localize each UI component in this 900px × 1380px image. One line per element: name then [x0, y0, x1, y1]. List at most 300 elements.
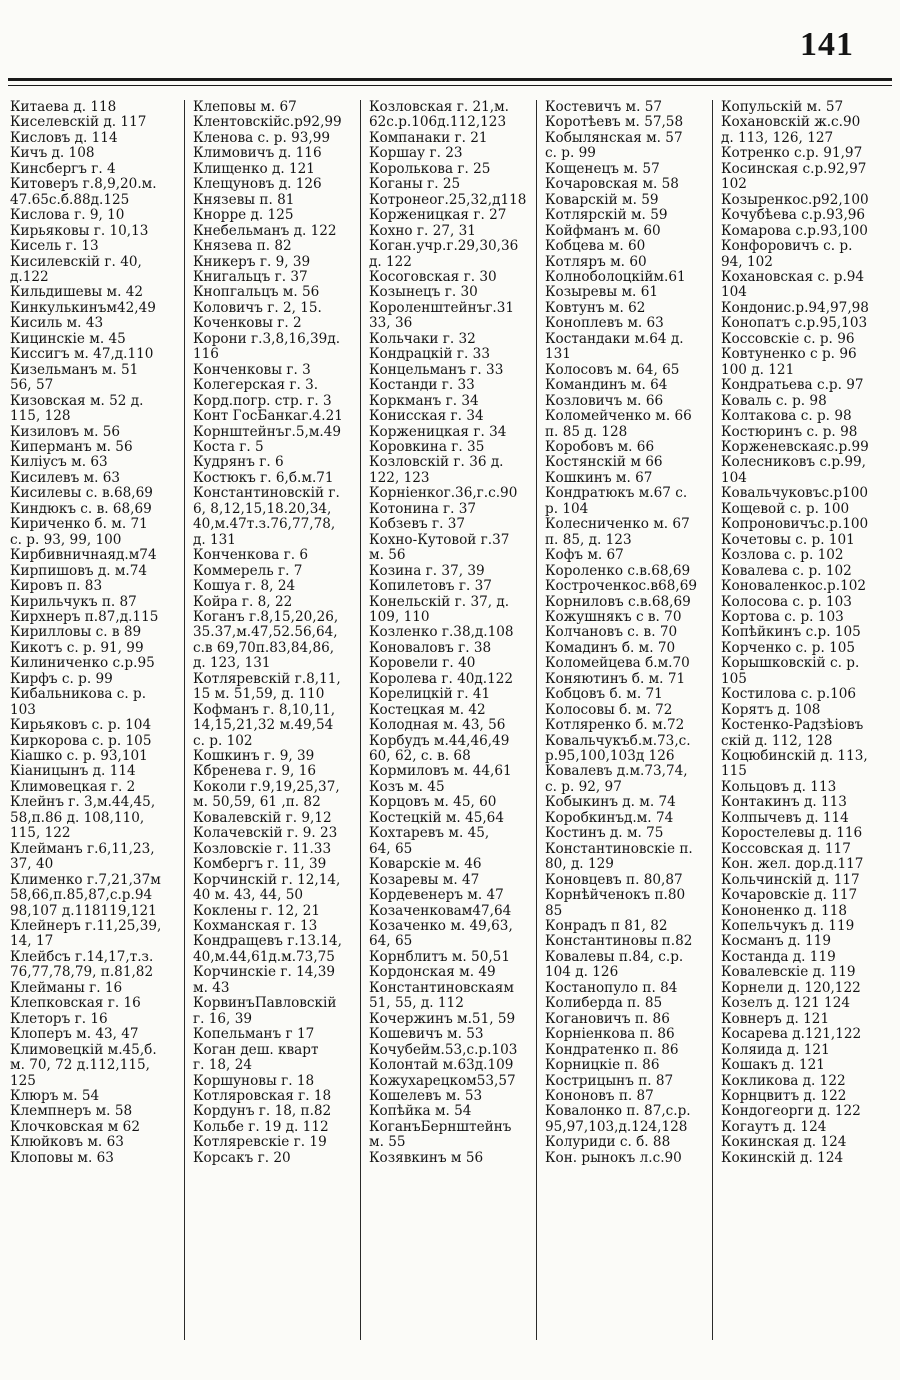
directory-entry: 35.37,м.47,52.56,64, — [193, 625, 338, 641]
directory-entry: Кофманъ г. 8,10,11, — [193, 702, 336, 718]
directory-entry: Кон. жел. дор.д.117 — [721, 857, 864, 873]
directory-entry: Коротѣевъ м. 57,58 — [545, 115, 684, 131]
directory-entry: Клеторъ г. 16 — [10, 1011, 108, 1027]
directory-entry: Кудрянъ г. 6 — [193, 455, 284, 471]
directory-entry: КорвинъПавловскій — [193, 996, 337, 1012]
directory-entry: Колиберда п. 85 — [545, 996, 663, 1012]
directory-entry: 58,п.86 д. 108,110, — [10, 810, 145, 826]
directory-entry: Кольчинскій д. 117 — [721, 872, 860, 888]
directory-entry: Косарева д.121,122 — [721, 1027, 862, 1043]
directory-entry: Киссигъ м. 47,д.110 — [10, 347, 154, 363]
directory-entry: Кленова с. р. 93,99 — [193, 130, 331, 146]
column-2 — [184, 100, 360, 1340]
directory-entry: Корнѣйченокъ п.80 — [545, 888, 686, 904]
directory-entry: Коняютинъ б. м. 71 — [545, 671, 686, 687]
directory-entry: Костинъ д. м. 75 — [545, 826, 664, 842]
directory-entry: Козелъ д. 121 124 — [721, 996, 850, 1012]
directory-entry: Кисель г. 13 — [10, 239, 99, 255]
directory-entry: Константиновскаям — [369, 980, 514, 996]
directory-entry: Кормиловъ м. 44,61 — [369, 764, 512, 780]
directory-entry: Королева г. 40д.122 — [369, 671, 514, 687]
directory-entry: Кикотъ с. р. 91, 99 — [10, 640, 144, 656]
directory-entry: Коробовъ м. 66 — [545, 439, 655, 455]
directory-entry: Котренко с.р. 91,97 — [721, 146, 863, 162]
directory-entry: 115 — [721, 764, 747, 780]
directory-entry: Кон. рынокъ л.с.90 — [545, 1150, 682, 1166]
directory-entry: Колчановъ с. в. 70 — [545, 625, 678, 641]
directory-entry: Корниловъ с.в.68,69 — [545, 594, 691, 610]
directory-entry: Клоперъ м. 43, 47 — [10, 1027, 139, 1043]
directory-entry: Ковалевскіе д. 119 — [721, 965, 856, 981]
directory-entry: Корелицкій г. 41 — [369, 687, 491, 703]
directory-entry: Командинъ м. 64 — [545, 378, 668, 394]
directory-entry: Князева п. 82 — [193, 239, 292, 255]
directory-entry: Ковалевъ д.м.73,74, — [545, 764, 688, 780]
directory-entry: Кольчаки г. 32 — [369, 331, 476, 347]
directory-entry: Коркманъ г. 34 — [369, 393, 479, 409]
directory-entry: 14, 17 — [10, 934, 54, 950]
directory-entry: Козловскiе г. 11.33 — [193, 841, 332, 857]
directory-entry: г. 16, 39 — [193, 1011, 253, 1027]
directory-entry: Коваль с. р. 98 — [721, 393, 827, 409]
directory-entry: Конопатъ с.р.95,103 — [721, 316, 868, 332]
directory-entry: Кочубѣева с.р.93,96 — [721, 208, 866, 224]
directory-entry: Китоверъ г.8,9,20.м. — [10, 177, 157, 193]
directory-entry: 104 — [721, 470, 747, 486]
directory-entry: Кокликова д. 122 — [721, 1073, 846, 1089]
directory-entry: Клименко г.7,21,37м — [10, 872, 161, 888]
directory-entry: Козъ м. 45 — [369, 779, 445, 795]
directory-entry: 104 — [721, 285, 747, 301]
directory-entry: с. р. 102 — [193, 733, 253, 749]
directory-entry: Кислова г. 9, 10 — [10, 208, 125, 224]
directory-entry: Кортова с. р. 103 — [721, 609, 844, 625]
directory-entry: Костанда д. 119 — [721, 949, 836, 965]
directory-entry: Корнцвитъ д. 122 — [721, 1089, 847, 1104]
directory-entry: Клейнъ г. 3,м.44,45, — [10, 795, 156, 811]
directory-entry: Корницкіе п. 86 — [545, 1058, 660, 1074]
directory-entry: Корчинскiе г. 14,39 — [193, 965, 336, 981]
directory-entry: Кобцовъ б. м. 71 — [545, 687, 663, 703]
directory-entry: д. 113, 126, 127 — [721, 130, 834, 146]
directory-entry: Коган.учр.г.29,30,36 — [369, 239, 519, 255]
directory-entry: Клюръ м. 54 — [10, 1089, 100, 1104]
directory-entry: Клеповы м. 67 — [193, 100, 297, 115]
directory-entry: Коршау г. 23 — [369, 146, 463, 162]
directory-entry: Кiаницынъ д. 114 — [10, 764, 136, 780]
directory-entry: п. 85 д. 128 — [545, 424, 628, 440]
directory-entry: Кобыкинъ д. м. 74 — [545, 795, 676, 811]
directory-entry: Конфоровичъ с. р. — [721, 239, 853, 255]
directory-entry: Кохно-Кутовой г.37 — [369, 532, 510, 548]
directory-entry: Климовецкій м.45,б. — [10, 1042, 157, 1058]
directory-entry: 122, 123 — [369, 470, 430, 486]
directory-entry: Козынецъ г. 30 — [369, 285, 478, 301]
directory-entry: Колегерская г. 3. — [193, 378, 319, 394]
directory-entry: Корженицкая г. 34 — [369, 424, 507, 440]
directory-entry: Кольцовъ д. 113 — [721, 779, 837, 795]
directory-entry: Коганы г. 25 — [369, 177, 461, 193]
directory-entry: Кобзевъ г. 37 — [369, 517, 466, 533]
directory-entry: Килиниченко с.р.95 — [10, 656, 155, 672]
directory-entry: Кошкинъ г. 9, 39 — [193, 749, 315, 765]
directory-entry: 102 — [721, 177, 747, 193]
directory-entry: 98,107 д.118119,121 — [10, 903, 157, 919]
directory-entry: Коновцевъ п. 80,87 — [545, 872, 683, 888]
directory-entry: Клейбсъ г.14,17,т.з. — [10, 949, 154, 965]
directory-entry: Кичъ д. 108 — [10, 146, 95, 162]
directory-entry: р.95,100,103д 126 — [545, 749, 675, 765]
directory-entry: Клоповы м. 63 — [10, 1150, 114, 1166]
directory-entry: Кизиловъ м. 56 — [10, 424, 121, 440]
directory-entry: Кондращевъ г.13.14, — [193, 934, 342, 950]
directory-entry: Киркорова с. р. 105 — [10, 733, 152, 749]
directory-entry: Ковалевы п.84, с.р. — [545, 949, 684, 965]
directory-entry: Копѣйкинъ с.р. 105 — [721, 625, 861, 641]
directory-entry: 6, 8,12,15,18.20,34, — [193, 501, 332, 517]
directory-entry: Копельманъ г 17 — [193, 1027, 315, 1043]
directory-entry: Котляренко б. м.72 — [545, 718, 685, 734]
directory-entry: Колосовы б. м. 72 — [545, 702, 673, 718]
directory-entry: Комбергъ г. 11, 39 — [193, 857, 327, 873]
directory-entry: скій д. 112, 128 — [721, 733, 833, 749]
directory-entry: Козина г. 37, 39 — [369, 563, 485, 579]
directory-entry: Козлова с. р. 102 — [721, 548, 844, 564]
directory-entry: Ковтунъ м. 62 — [545, 300, 646, 316]
directory-entry: 109, 110 — [369, 609, 430, 625]
directory-entry: Костанопуло п. 84 — [545, 980, 678, 996]
directory-entry: Кондогеорги д. 122 — [721, 1104, 861, 1120]
directory-entry: Кошевичъ м. 53 — [369, 1027, 484, 1043]
directory-entry: Компанаки г. 21 — [369, 130, 488, 146]
directory-entry: Концельманъ г. 33 — [369, 362, 504, 378]
directory-entry: 64, 65 — [369, 841, 413, 857]
column-4 — [536, 100, 712, 1340]
directory-entry: Коноваленкос.р.102 — [721, 579, 867, 595]
directory-entry: Кочаровская м. 58 — [545, 177, 679, 193]
directory-entry: с. р. 92, 97 — [545, 779, 622, 795]
directory-entry: Клейманы г. 16 — [10, 980, 123, 996]
directory-entry: Кнорре д. 125 — [193, 208, 294, 224]
directory-entry: 100 д. 121 — [721, 362, 795, 378]
directory-entry: Колодная м. 43, 56 — [369, 718, 506, 734]
directory-entry: Косоговская г. 30 — [369, 269, 497, 285]
directory-entry: Кондрацкій г. 33 — [369, 347, 490, 363]
directory-entry: Кордунъ г. 18, п.82 — [193, 1104, 332, 1120]
directory-entry: Коста г. 5 — [193, 439, 264, 455]
directory-entry: Корженевскаяс.р.99 — [721, 439, 869, 455]
directory-entry: Кильдишевы м. 42 — [10, 285, 144, 301]
directory-entry: Кирьяковъ с. р. 104 — [10, 718, 152, 734]
directory-entry: Кохманская г. 13 — [193, 919, 318, 935]
directory-entry: 64, 65 — [369, 934, 413, 950]
directory-entry: Коган деш. кварт — [193, 1042, 319, 1058]
directory-entry: Кохно г. 27, 31 — [369, 223, 476, 239]
directory-entry: Ковнеръ д. 121 — [721, 1011, 830, 1027]
directory-entry: Ковалева с. р. 102 — [721, 563, 852, 579]
directory-entry: 115, 122 — [10, 826, 71, 842]
directory-entry: Козыренкос.р92,100 — [721, 192, 869, 208]
column-1 — [8, 100, 184, 1340]
directory-entry: Кисиль м. 43 — [10, 316, 104, 332]
directory-entry: Киндюкъ с. в. 68,69 — [10, 501, 152, 517]
directory-entry: м. 70, 72 д.112,115, — [10, 1058, 150, 1074]
directory-entry: Коляида д. 121 — [721, 1042, 830, 1058]
directory-entry: Климовецкая г. 2 — [10, 779, 136, 795]
directory-entry: Кибальникова с. р. — [10, 687, 147, 703]
directory-entry: Корженицкая г. 27 — [369, 208, 507, 224]
directory-entry: Кицинскіе м. 45 — [10, 331, 126, 347]
directory-entry: Кирбивничнаяд.м74 — [10, 548, 157, 564]
directory-entry: Коловичъ г. 2, 15. — [193, 300, 322, 316]
directory-entry: м. 56 — [369, 548, 406, 564]
directory-entry: Колноболоцкійм.61 — [545, 269, 686, 285]
directory-entry: Когановичъ п. 86 — [545, 1011, 670, 1027]
directory-entry: Коровкина г. 35 — [369, 439, 485, 455]
directory-entry: Колтакова с. р. 98 — [721, 409, 852, 425]
directory-entry: Кошуа г. 8, 24 — [193, 579, 296, 595]
directory-entry: Кисловъ д. 114 — [10, 130, 118, 146]
directory-entry: Костандаки м.64 д. — [545, 331, 684, 347]
directory-entry: Кольбе г. 19 д. 112 — [193, 1119, 329, 1135]
directory-entry: Корятъ д. 108 — [721, 702, 821, 718]
directory-entry: Ковальчукъб.м.73,с. — [545, 733, 691, 749]
directory-entry: 33, 36 — [369, 316, 413, 332]
directory-entry: д. 122 — [369, 254, 412, 270]
directory-entry: Коцюбинскій д. 113, — [721, 749, 868, 765]
directory-entry: Коганъ г.8,15,20,26, — [193, 609, 339, 625]
directory-entry: 47.65с.б.88д.125 — [10, 192, 130, 208]
directory-entry: Котронеог.25,32,д118 — [369, 192, 527, 208]
directory-entry: Короленштейнъг.31 — [369, 300, 515, 316]
directory-entry: Кнопгальцъ м. 56 — [193, 285, 320, 301]
directory-entry: Кохановская с. р.94 — [721, 269, 865, 285]
directory-entry: Костецкій м. 45,64 — [369, 810, 504, 826]
directory-entry: Кожухарецком53,57 — [369, 1073, 516, 1089]
directory-entry: с.в 69,70п.83,84,86, — [193, 640, 335, 656]
directory-entry: Козловская г. 21,м. — [369, 100, 509, 115]
directory-entry: Котонина г. 37 — [369, 501, 477, 517]
directory-entry: Костенко-Радзѣіовъ — [721, 718, 864, 734]
directory-entry: Конрадъ п 81, 82 — [545, 919, 668, 935]
directory-entry: Кострицынъ п. 87 — [545, 1073, 674, 1089]
directory-entry: Китаева д. 118 — [10, 100, 117, 115]
directory-entry: м. 50,59, 61 ,п. 82 — [193, 795, 321, 811]
directory-entry: 116 — [193, 347, 219, 363]
directory-entry: д.122 — [10, 269, 49, 285]
directory-entry: Коноплевъ м. 63 — [545, 316, 664, 332]
directory-entry: 40,м.47т.з.76,77,78, — [193, 517, 336, 533]
directory-entry: Константиновскій г. — [193, 486, 340, 502]
directory-entry: Котлярскій м. 59 — [545, 208, 668, 224]
directory-entry: Козявкинъ м 56 — [369, 1150, 484, 1166]
directory-entry: Книгальцъ г. 37 — [193, 269, 308, 285]
directory-entry: Князевы п. 81 — [193, 192, 295, 208]
directory-entry: Коклены г. 12, 21 — [193, 903, 321, 919]
directory-entry: Кожушнякъ с в. 70 — [545, 609, 682, 625]
directory-entry: Конт ГосБанкаг.4.21 — [193, 409, 343, 425]
directory-entry: Клепковская г. 16 — [10, 996, 141, 1012]
directory-entry: Козловичъ м. 66 — [545, 393, 664, 409]
directory-entry: Кошелевъ м. 53 — [369, 1089, 483, 1104]
directory-entry: Костянскій м 66 — [545, 455, 663, 471]
directory-entry: Клейнеръ г.11,25,39, — [10, 919, 162, 935]
directory-entry: м. 43 — [193, 980, 230, 996]
directory-entry: 125 — [10, 1073, 36, 1089]
directory-entry: 15 м. 51,59, д. 110 — [193, 687, 325, 703]
directory-entry: Коколи г.9,19,25,37, — [193, 779, 340, 795]
directory-entry: Коварскій м. 59 — [545, 192, 659, 208]
directory-entry: Кондонис.р.94,97,98 — [721, 300, 869, 316]
directory-entry: Кбренева г. 9, 16 — [193, 764, 316, 780]
directory-entry: Кинсбергъ г. 4 — [10, 161, 116, 177]
directory-entry: Кисилевскій г. 40, — [10, 254, 142, 270]
directory-entry: Комадинъ б. м. 70 — [545, 640, 676, 656]
directory-entry: Котляровская г. 18 — [193, 1089, 332, 1104]
directory-entry: Ковалевскій г. 9,12 — [193, 810, 332, 826]
column-5 — [712, 100, 888, 1340]
directory-entry: 95,97,103,д.124,128 — [545, 1119, 688, 1135]
directory-entry: Коровели г. 40 — [369, 656, 476, 672]
directory-entry: Киселевскій д. 117 — [10, 115, 147, 131]
directory-entry: Конченковы г. 3 — [193, 362, 311, 378]
directory-entry: Кочержинъ м.51, 59 — [369, 1011, 516, 1027]
directory-entry: п. 85, д. 123 — [545, 532, 632, 548]
directory-entry: Контакинъ д. 113 — [721, 795, 847, 811]
directory-entry: Колпычевъ д. 114 — [721, 810, 849, 826]
directory-entry: Корнели д. 120,122 — [721, 980, 861, 996]
directory-entry: Клейманъ г.6,11,23, — [10, 841, 155, 857]
directory-entry: Кiашко с. р. 93,101 — [10, 749, 148, 765]
directory-entry: Кирпишовъ д. м.74 — [10, 563, 148, 579]
directory-entry: Колосова с. р. 103 — [721, 594, 852, 610]
directory-entry: Кирхнеръ п.87,д.115 — [10, 609, 159, 625]
directory-entry: Козловскій г. 36 д. — [369, 455, 504, 471]
directory-entry: Козленко г.38,д.108 — [369, 625, 514, 641]
directory-entry: Киперманъ м. 56 — [10, 439, 133, 455]
directory-entry: Костроченкос.в68,69 — [545, 579, 698, 595]
directory-entry: Корнблитъ м. 50,51 — [369, 949, 510, 965]
directory-entry: 80, д. 129 — [545, 857, 614, 873]
directory-entry: с. р. 93, 99, 100 — [10, 532, 122, 548]
directory-entry: Кононенко д. 118 — [721, 903, 848, 919]
page-number: 141 — [800, 26, 854, 63]
directory-entry: Кощевой с. р. 100 — [721, 501, 850, 517]
directory-entry: Кирфъ с. р. 99 — [10, 671, 113, 687]
directory-entry: Кирилловы с. в 89 — [10, 625, 142, 641]
directory-entry: Костюкъ г. 6,б.м.71 — [193, 470, 334, 486]
directory-entry: Клещуновъ д. 126 — [193, 177, 322, 193]
directory-entry: Клочковская м 62 — [10, 1119, 140, 1135]
directory-entry: Константиновы п.82 — [545, 934, 693, 950]
directory-entry: Ковтуненко с р. 96 — [721, 347, 857, 363]
directory-entry: Короленко с.в.68,69 — [545, 563, 691, 579]
directory-entry: Копроновичъс.р.100 — [721, 517, 869, 533]
directory-entry: Козаревы м. 47 — [369, 872, 480, 888]
directory-entry: Корніенкова п. 86 — [545, 1027, 675, 1043]
directory-entry: Колесниковъ с.р.99, — [721, 455, 866, 471]
directory-entry: м. 55 — [369, 1135, 406, 1151]
directory-entry: Конельскій г. 37, д. — [369, 594, 510, 610]
directory-entry: 131 — [545, 347, 571, 363]
directory-entry: Кохтаревъ м. 45, — [369, 826, 490, 842]
directory-entry: Коростелевы д. 116 — [721, 826, 863, 842]
directory-entry: Койфманъ м. 60 — [545, 223, 661, 239]
directory-entry: Корчинскій г. 12,14, — [193, 872, 341, 888]
directory-entry: Кинкулькинъм42,49 — [10, 300, 156, 316]
directory-entry: Кириченко б. м. 71 — [10, 517, 148, 533]
directory-entry: Кобцева м. 60 — [545, 239, 646, 255]
directory-entry: Костевичъ м. 57 — [545, 100, 663, 115]
directory-entry: Клентовскiйс.р92,99 — [193, 115, 342, 131]
directory-entry: Корд.погр. стр. г. 3 — [193, 393, 332, 409]
directory-entry: Коссовская д. 117 — [721, 841, 851, 857]
directory-entry: Кошкинъ м. 67 — [545, 470, 653, 486]
directory-entry: Козаченко м. 49,63, — [369, 919, 513, 935]
directory-entry: Колосовъ м. 64, 65 — [545, 362, 680, 378]
directory-entry: Копульскій м. 57 — [721, 100, 844, 115]
directory-entry: Кохановскій ж.с.90 — [721, 115, 861, 131]
directory-entry: КоганъБернштейнъ — [369, 1119, 512, 1135]
directory-columns — [8, 100, 892, 1340]
directory-entry: Кисилевы с. в.68,69 — [10, 486, 153, 502]
directory-entry: Коммерель г. 7 — [193, 563, 303, 579]
directory-entry: Кировъ п. 83 — [10, 579, 103, 595]
directory-entry: Кобылянская м. 57 — [545, 130, 683, 146]
directory-entry: Конисская г. 34 — [369, 409, 484, 425]
directory-entry: Коноваловъ г. 38 — [369, 640, 492, 656]
directory-entry: Коломейцева б.м.70 — [545, 656, 690, 672]
directory-entry: Кнебельманъ д. 122 — [193, 223, 337, 239]
directory-entry: Коломейченко м. 66 — [545, 409, 692, 425]
header-rule-thick — [8, 78, 892, 81]
header-rule-thin — [8, 85, 892, 86]
directory-entry: Кочетовы с. р. 101 — [721, 532, 855, 548]
directory-entry: Колуриди с. б. 88 — [545, 1135, 671, 1151]
directory-entry: Корышковскій с. р. — [721, 656, 860, 672]
directory-entry: Кордевенеръ м. 47 — [369, 888, 504, 904]
directory-entry: 103 — [10, 702, 36, 718]
directory-entry: Кочубейм.53,с.р.103 — [369, 1042, 518, 1058]
directory-entry: Кирильчукъ п. 87 — [10, 594, 137, 610]
directory-entry: с. р. 99 — [545, 146, 596, 162]
directory-entry: Костанди г. 33 — [369, 378, 475, 394]
directory-entry: Койра г. 8, 22 — [193, 594, 293, 610]
directory-entry: Кононовъ п. 87 — [545, 1089, 654, 1104]
directory-entry: Коршуновы г. 18 — [193, 1073, 315, 1089]
directory-entry: Кникеръ г. 9, 39 — [193, 254, 311, 270]
directory-entry: Котляревскій г.8,11, — [193, 671, 341, 687]
directory-entry: Кордонская м. 49 — [369, 965, 496, 981]
directory-entry: 60, 62, с. в. 68 — [369, 749, 471, 765]
directory-entry: Кисилевъ м. 63 — [10, 470, 121, 486]
directory-entry: 62с.р.106д.112,123 — [369, 115, 507, 131]
directory-entry: Кондратьева с.р. 97 — [721, 378, 864, 394]
directory-entry: Коварскіе м. 46 — [369, 857, 482, 873]
directory-entry: Кощенецъ м. 57 — [545, 161, 660, 177]
directory-entry: Клемпнеръ м. 58 — [10, 1104, 133, 1120]
directory-entry: Корсакъ г. 20 — [193, 1150, 291, 1166]
directory-entry: 56, 57 — [10, 378, 54, 394]
directory-entry: Колесниченко м. 67 — [545, 517, 690, 533]
directory-entry: Коссовскіе с. р. 96 — [721, 331, 855, 347]
directory-entry: г. 18, 24 — [193, 1058, 253, 1074]
directory-entry: Кошакъ д. 121 — [721, 1058, 825, 1074]
directory-entry: 37, 40 — [10, 857, 54, 873]
directory-entry: Косинская с.р.92,97 — [721, 161, 867, 177]
directory-entry: 40 м. 43, 44, 50 — [193, 888, 304, 904]
directory-entry: Кизовская м. 52 д. — [10, 393, 144, 409]
